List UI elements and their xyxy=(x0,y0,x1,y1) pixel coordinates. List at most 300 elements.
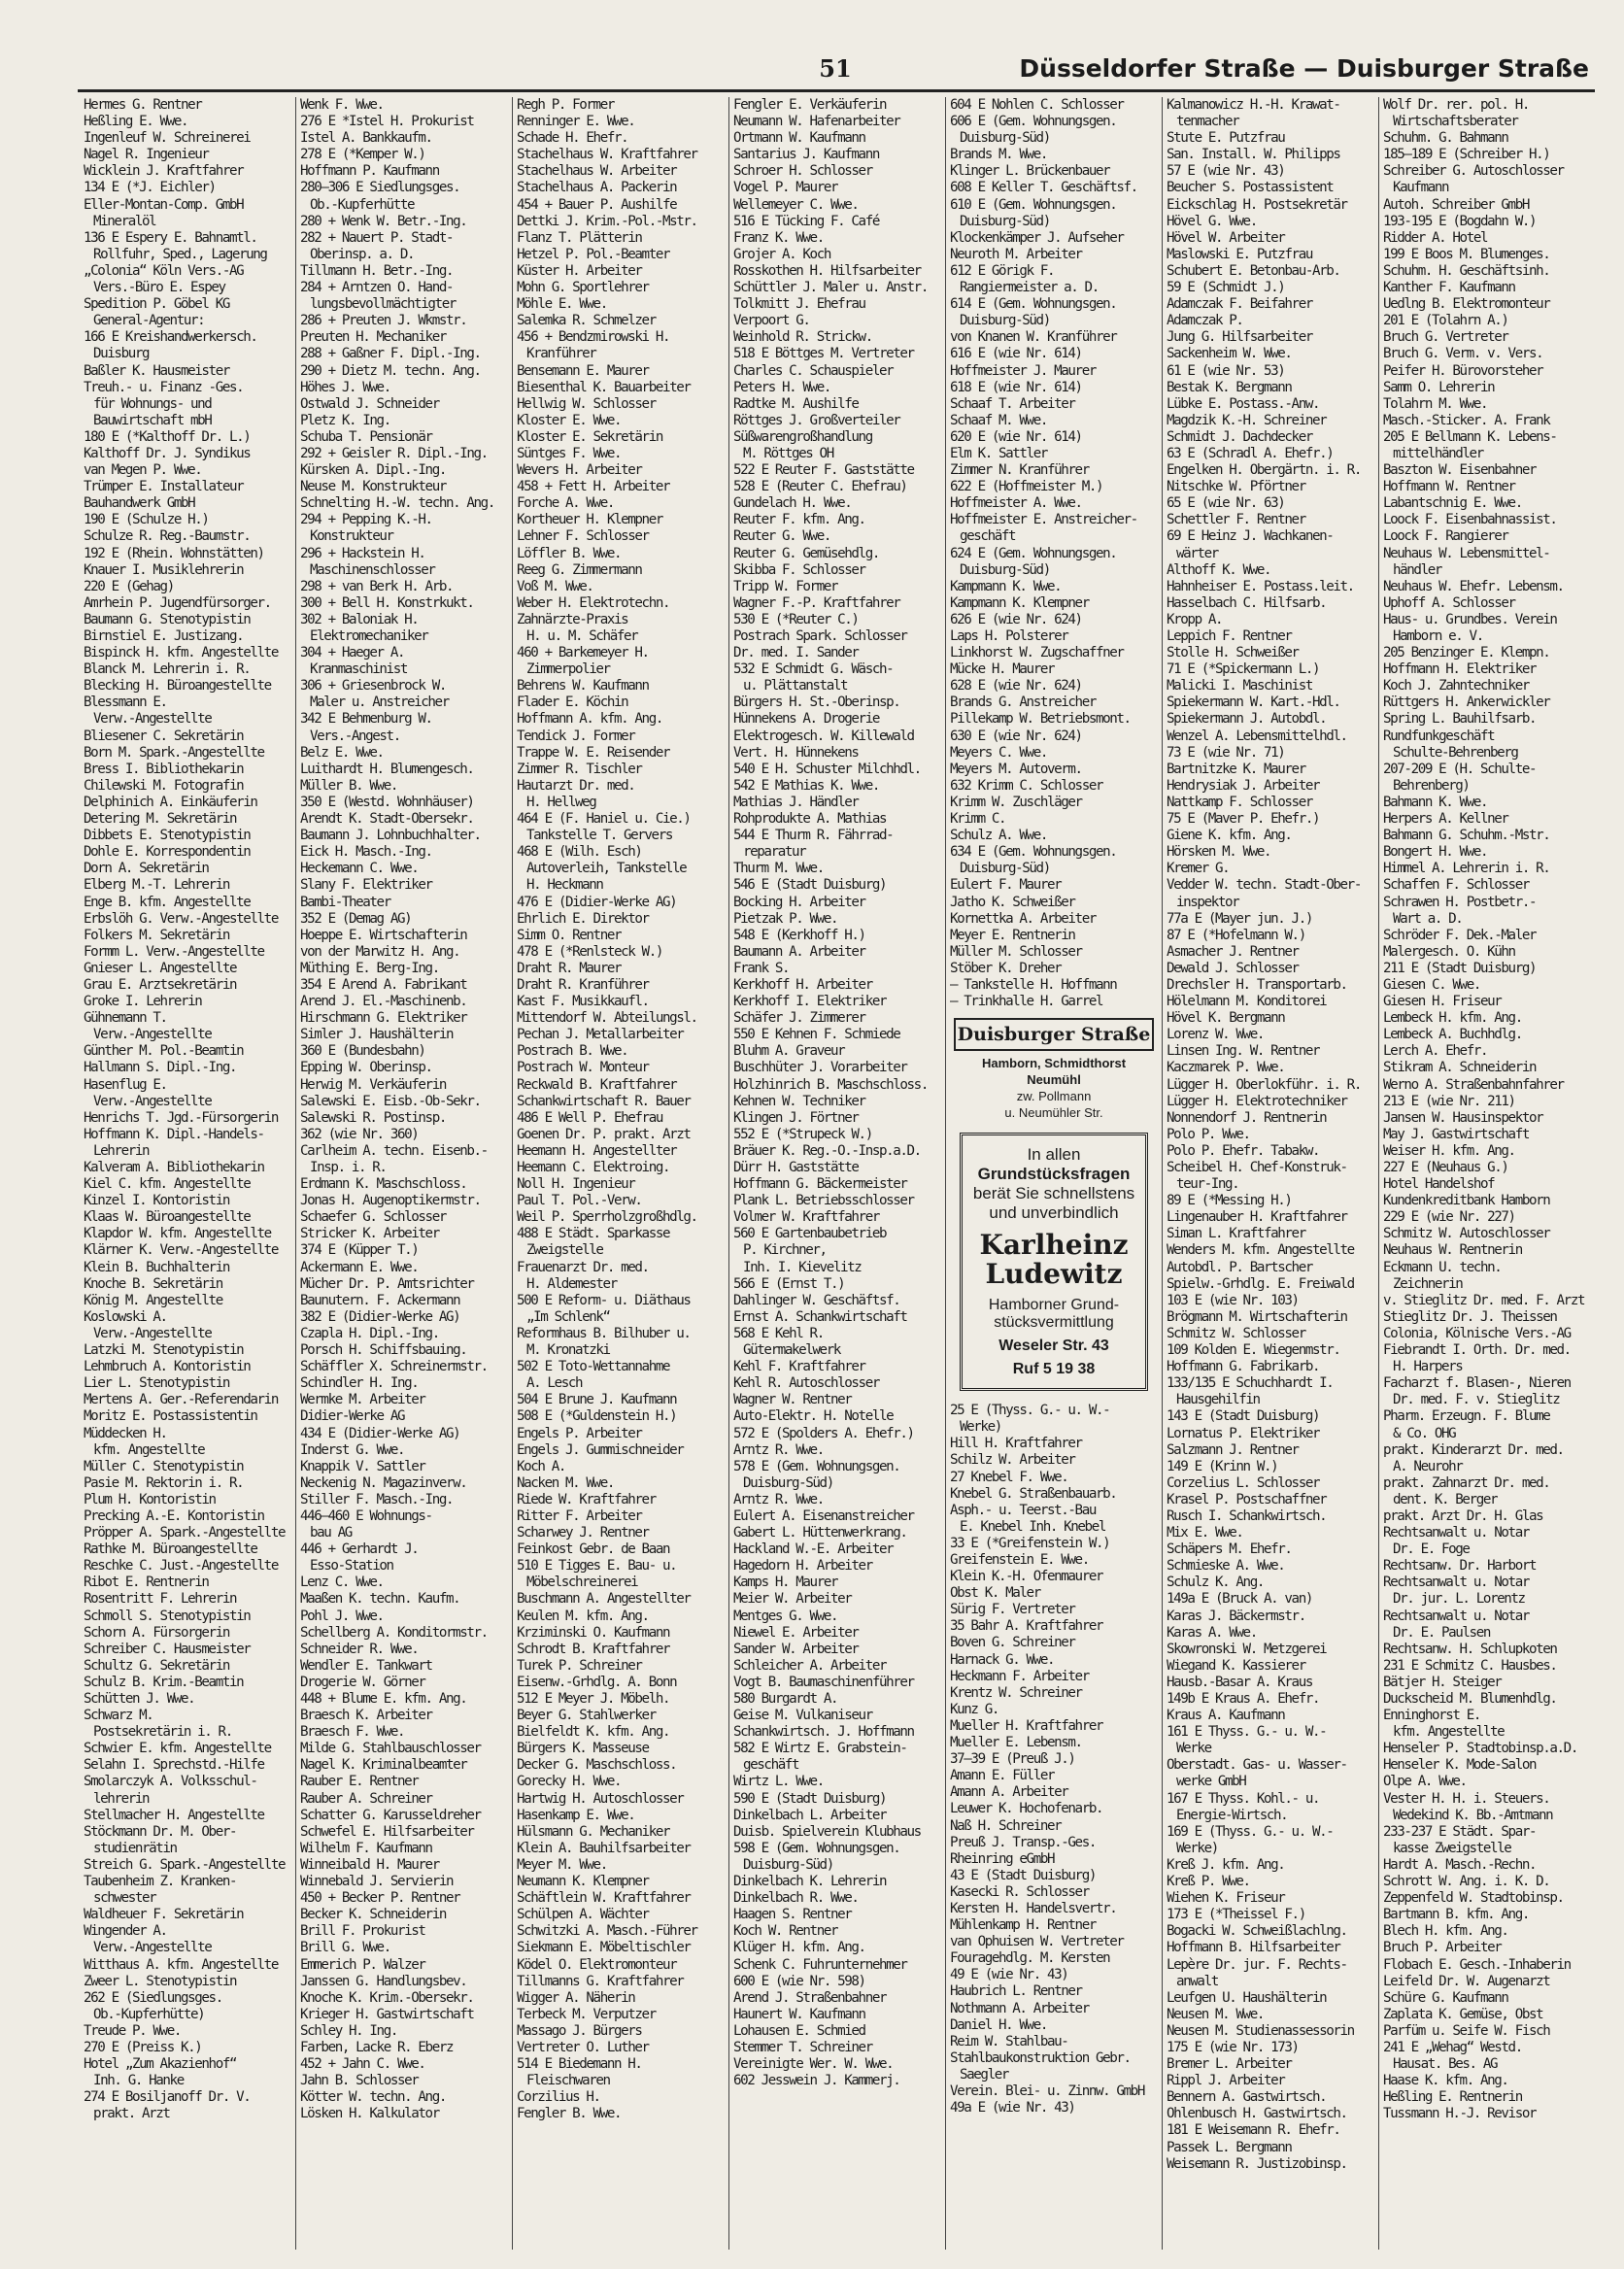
directory-entry: Carlheim A. techn. Eisenb.- xyxy=(300,1142,488,1159)
directory-entry: Hasenkamp E. Wwe. xyxy=(517,1807,635,1823)
directory-entry: Schulze R. Reg.-Baumstr. xyxy=(84,528,251,545)
directory-entry: Weisemann R. Justizobinsp. xyxy=(1167,2155,1347,2172)
directory-entry: Haus- u. Grundbes. Verein xyxy=(1383,611,1557,627)
directory-entry: 542 E Mathias K. Wwe. xyxy=(733,777,879,794)
directory-entry: Hasselbach C. Hilfsarb. xyxy=(1167,594,1327,611)
directory-entry: Franz K. Wwe. xyxy=(733,229,824,246)
directory-entry: prakt. Zahnarzt Dr. med. xyxy=(1383,1474,1550,1491)
directory-entry: Slany F. Elektriker xyxy=(300,877,432,894)
directory-entry: Meyer M. Wwe. xyxy=(517,1856,607,1873)
directory-entry: 75 E (Maver P. Ehefr.) xyxy=(1167,811,1320,828)
directory-entry: Bürgers H. St.-Oberinsp. xyxy=(733,694,900,711)
directory-entry: Kreß P. Wwe. xyxy=(1167,1874,1250,1890)
directory-entry: Baßler K. Hausmeister xyxy=(84,362,229,379)
directory-entry: Schellberg A. Konditormstr. xyxy=(300,1624,488,1641)
directory-entry: 161 E Thyss. G.- u. W.- xyxy=(1167,1724,1327,1741)
directory-entry: Verw.-Angestellte xyxy=(93,1093,212,1109)
directory-entry: 304 + Haeger A. xyxy=(300,645,405,661)
directory-entry: Jansen W. Hausinspektor xyxy=(1383,1109,1543,1126)
directory-entry: Laps H. Polsterer xyxy=(950,628,1068,644)
directory-entry: Enninghorst E. xyxy=(1383,1708,1480,1724)
directory-entry: Vogt B. Baumaschinenführer xyxy=(733,1674,914,1690)
directory-entry: Vereinigte Wer. W. Wwe. xyxy=(733,2056,894,2073)
directory-entry: 262 E (Siedlungsges. xyxy=(84,1989,222,2006)
directory-entry: Wilhelm F. Kaufmann xyxy=(300,1840,432,1856)
directory-entry: Schorn A. Fürsorgerin xyxy=(84,1624,229,1641)
directory-entry: Stolle H. Schweißer xyxy=(1167,645,1299,661)
directory-entry: Duisb. Spielverein Klubhaus xyxy=(733,1823,921,1840)
directory-entry: Salemka R. Schmelzer xyxy=(517,313,656,329)
directory-entry: Kehnen W. Techniker xyxy=(733,1093,865,1109)
directory-entry: wärter xyxy=(1176,545,1218,561)
directory-entry: Stachelhaus W. Arbeiter xyxy=(517,163,677,180)
directory-entry: Schulte-Behrenberg xyxy=(1393,744,1518,761)
directory-entry: Noll H. Ingenieur xyxy=(517,1176,635,1193)
directory-entry: Saegler xyxy=(960,2066,1008,2083)
directory-entry: Giene K. kfm. Ang. xyxy=(1167,828,1292,844)
directory-entry: Spiekermann W. Kart.-Hdl. xyxy=(1167,694,1340,711)
directory-entry: 49a E (wie Nr. 43) xyxy=(950,2100,1075,2117)
directory-entry: Bauhandwerk GmbH xyxy=(84,495,195,512)
directory-entry: Tillmann H. Betr.-Ing. xyxy=(300,262,454,279)
directory-entry: Preuß J. Transp.-Ges. xyxy=(950,1834,1096,1850)
directory-entry: 211 E (Stadt Duisburg) xyxy=(1383,960,1537,976)
directory-entry: Salzmann J. Rentner xyxy=(1167,1441,1299,1458)
directory-entry: 290 + Dietz M. techn. Ang. xyxy=(300,362,481,379)
directory-entry: für Wohnungs- und xyxy=(93,395,212,412)
directory-entry: 382 E (Didier-Werke AG) xyxy=(300,1308,460,1325)
directory-entry: Jahn B. Schlosser xyxy=(300,2073,419,2089)
directory-entry: 169 E (Thyss. G.- u. W.- xyxy=(1167,1823,1334,1840)
directory-entry: Amann E. Füller xyxy=(950,1768,1055,1784)
directory-entry: 190 E (Schulze H.) xyxy=(84,512,209,528)
directory-entry: Hausb.-Basar A. Kraus xyxy=(1167,1674,1312,1690)
directory-entry: 488 E Städt. Sparkasse xyxy=(517,1226,670,1242)
directory-entry: Bielfeldt K. kfm. Ang. xyxy=(517,1724,670,1741)
directory-entry: Delphinich A. Einkäuferin xyxy=(84,794,257,810)
directory-entry: Kaufmann xyxy=(1393,180,1449,196)
directory-entry: Neuse M. Konstrukteur xyxy=(300,479,446,495)
directory-entry: Duisburg-Süd) xyxy=(960,130,1050,147)
directory-entry: Schmidt J. Dachdecker xyxy=(1167,428,1312,445)
directory-entry: Zimmerpolier xyxy=(526,661,610,678)
directory-entry: Goenen Dr. P. prakt. Arzt xyxy=(517,1126,691,1142)
directory-entry: 522 E Reuter F. Gaststätte xyxy=(733,462,914,479)
directory-entry: Knoche K. Krim.-Obersekr. xyxy=(300,1989,474,2006)
directory-entry: 205 Benzinger E. Klempn. xyxy=(1383,645,1550,661)
directory-entry: Paul T. Pol.-Verw. xyxy=(517,1193,642,1209)
directory-entry: Rechtsanw. Dr. Harbort xyxy=(1383,1558,1537,1575)
directory-entry: Hövel G. Wwe. xyxy=(1167,213,1257,229)
directory-entry: Lepère Dr. jur. F. Rechts- xyxy=(1167,1956,1347,1973)
directory-entry: 374 E (Küpper T.) xyxy=(300,1242,419,1259)
directory-entry: Moritz E. Postassistentin xyxy=(84,1408,257,1425)
directory-entry: 448 + Blume E. kfm. Ang. xyxy=(300,1691,467,1707)
directory-entry: Riede W. Kraftfahrer xyxy=(517,1491,656,1507)
directory-entry: Hölelmann M. Konditorei xyxy=(1167,994,1327,1010)
directory-entry: 580 Burgardt A. xyxy=(733,1691,838,1707)
directory-entry: Corzilius H. xyxy=(517,2089,600,2106)
directory-entry: Braesch F. Wwe. xyxy=(300,1724,405,1741)
directory-entry: General-Agentur: xyxy=(93,313,205,329)
directory-entry: Uedlng B. Elektromonteur xyxy=(1383,296,1550,313)
directory-entry: Obst K. Maler xyxy=(950,1585,1040,1602)
directory-entry: Drogerie W. Görner xyxy=(300,1674,425,1690)
directory-entry: von Knanen W. Kranführer xyxy=(950,329,1117,346)
directory-entry: van Ophuisen W. Vertreter xyxy=(950,1934,1124,1950)
directory-entry: kfm. Angestellte xyxy=(1393,1724,1505,1741)
directory-entry: Hagedorn H. Arbeiter xyxy=(733,1558,872,1575)
directory-entry: lungsbevollmächtigter xyxy=(310,296,456,313)
directory-entry: Jung G. Hilfsarbeiter xyxy=(1167,329,1312,346)
directory-entry: Wagner W. Rentner xyxy=(733,1392,852,1408)
directory-entry: Reschke C. Just.-Angestellte xyxy=(84,1558,278,1575)
directory-entry: Duisburg-Süd) xyxy=(743,1856,833,1873)
directory-entry: Klein K.-H. Ofenmaurer xyxy=(950,1569,1103,1585)
directory-entry: Schulz A. Wwe. xyxy=(950,828,1047,844)
directory-entry: 504 E Brune J. Kaufmann xyxy=(517,1392,677,1408)
directory-entry: Draht R. Kranführer xyxy=(517,976,649,993)
section-heading-duisburger-strasse: Duisburger Straße xyxy=(954,1018,1154,1051)
directory-entry: Kehl R. Autoschlosser xyxy=(733,1375,879,1392)
directory-entry: Postrach B. Wwe. xyxy=(517,1043,628,1060)
directory-entry: 302 + Baloniak H. xyxy=(300,611,419,627)
directory-entry: Kamps H. Maurer xyxy=(733,1575,838,1591)
directory-entry: 213 E (wie Nr. 211) xyxy=(1383,1093,1515,1109)
directory-entry: Hartwig H. Autoschlosser xyxy=(517,1790,684,1807)
directory-entry: 634 E (Gem. Wohnungsgen. xyxy=(950,844,1117,861)
directory-entry: Blecking H. Büroangestellte xyxy=(84,678,271,694)
directory-entry: Winneibald H. Maurer xyxy=(300,1856,439,1873)
ad-name-last: Ludewitz xyxy=(985,1258,1123,1291)
directory-entry: Kornettka A. Arbeiter xyxy=(950,910,1096,927)
section-subheading: Neumühl xyxy=(1027,1072,1081,1088)
directory-entry: Kiel C. kfm. Angestellte xyxy=(84,1176,251,1193)
directory-entry: Santarius J. Kaufmann xyxy=(733,147,879,163)
directory-entry: 454 + Bauer P. Aushilfe xyxy=(517,196,677,213)
directory-entry: 600 E (wie Nr. 598) xyxy=(733,1973,865,1989)
directory-entry: Frank S. xyxy=(733,960,790,976)
directory-entry: Lösken H. Kalkulator xyxy=(300,2106,439,2122)
directory-entry: Flobach E. Gesch.-Inhaberin xyxy=(1383,1956,1571,1973)
directory-entry: Wermke M. Arbeiter xyxy=(300,1392,425,1408)
directory-entry: prakt. Kinderarzt Dr. med. xyxy=(1383,1441,1564,1458)
directory-entry: Rohprodukte A. Mathias xyxy=(733,811,887,828)
directory-entry: Kloster E. Sekretärin xyxy=(517,428,662,445)
directory-entry: Mücke H. Maurer xyxy=(950,661,1055,678)
directory-entry: Bartmann B. kfm. Ang. xyxy=(1383,1907,1529,1923)
directory-entry: 512 E Meyer J. Möbelh. xyxy=(517,1691,670,1707)
directory-entry: Müthing E. Berg-Ing. xyxy=(300,960,439,976)
directory-entry: Ernst A. Schankwirtschaft xyxy=(733,1308,907,1325)
directory-entry: Rechtsanwalt u. Notar xyxy=(1383,1575,1529,1591)
directory-entry: 298 + van Berk H. Arb. xyxy=(300,578,454,594)
directory-entry: Arend J. Straßenbahner xyxy=(733,1989,887,2006)
directory-entry: 207-209 E (H. Schulte- xyxy=(1383,761,1537,777)
directory-entry: Peters H. Wwe. xyxy=(733,379,830,395)
directory-entry: Rosskothen H. Hilfsarbeiter xyxy=(733,262,921,279)
directory-entry: 276 E *Istel H. Prokurist xyxy=(300,114,474,130)
directory-entry: Frauenarzt Dr. med. xyxy=(517,1259,649,1275)
directory-entry: Hasenflug E. xyxy=(84,1076,167,1093)
directory-entry: 57 E (wie Nr. 43) xyxy=(1167,163,1285,180)
directory-entry: Rechtsanwalt u. Notar xyxy=(1383,1525,1529,1541)
directory-entry: Nagel K. Kriminalbeamter xyxy=(300,1757,467,1774)
directory-entry: 63 E (Schradl A. Ehefr.) xyxy=(1167,445,1334,461)
directory-entry: Koch A. xyxy=(517,1458,565,1474)
directory-entry: 502 E Toto-Wettannahme xyxy=(517,1359,670,1375)
directory-entry: Hoffmann G. Bäckermeister xyxy=(733,1176,907,1193)
directory-entry: Maslowski E. Putzfrau xyxy=(1167,246,1312,262)
directory-entry: Hoffmann G. Fabrikarb. xyxy=(1167,1359,1320,1375)
directory-entry: Schley H. Ing. xyxy=(300,2022,397,2039)
directory-entry: Zimmer R. Tischler xyxy=(517,761,642,777)
directory-entry: Zweer L. Stenotypistin xyxy=(84,1973,237,1989)
directory-entry: Corzelius L. Schlosser xyxy=(1167,1474,1320,1491)
directory-entry: Eulert F. Maurer xyxy=(950,877,1062,894)
column-3 xyxy=(512,97,728,2250)
directory-entry: Beyer G. Stahlwerker xyxy=(517,1708,656,1724)
directory-entry: Pletz K. Ing. xyxy=(300,412,390,428)
directory-entry: Malergesch. O. Kühn xyxy=(1383,943,1515,960)
directory-entry: Plum H. Kontoristin xyxy=(84,1491,216,1507)
directory-entry: Vedder W. techn. Stadt-Ober- xyxy=(1167,877,1361,894)
directory-entry: Baumann J. Lohnbuchhalter. xyxy=(300,828,481,844)
directory-entry: Rheinring eGmbH xyxy=(950,1850,1055,1867)
directory-entry: Krentz W. Schreiner xyxy=(950,1684,1082,1701)
directory-entry: Gundelach H. Wwe. xyxy=(733,495,852,512)
directory-entry: Trümper E. Installateur xyxy=(84,479,244,495)
directory-entry: Belz E. Wwe. xyxy=(300,744,384,761)
directory-entry: König M. Angestellte xyxy=(84,1292,222,1308)
directory-entry: Precking A.-E. Kontoristin xyxy=(84,1507,264,1524)
directory-entry: 294 + Pepping K.-H. xyxy=(300,512,432,528)
directory-entry: Thurm M. Wwe. xyxy=(733,861,824,877)
directory-entry: Himmel A. Lehrerin i. R. xyxy=(1383,861,1550,877)
directory-entry: Hünnekens A. Drogerie xyxy=(733,711,879,728)
directory-entry: Schneider R. Wwe. xyxy=(300,1641,419,1657)
directory-entry: Hamborn e. V. xyxy=(1393,628,1483,644)
directory-entry: 227 E (Neuhaus G.) xyxy=(1383,1160,1508,1175)
directory-entry: Schmoll S. Stenotypistin xyxy=(84,1608,251,1624)
directory-entry: Dr. med. I. Sander xyxy=(733,645,859,661)
directory-entry: Schenk C. Fuhrunternehmer xyxy=(733,1956,907,1973)
directory-entry: Wendler E. Tankwart xyxy=(300,1657,432,1674)
directory-entry: Autoverleih, Tankstelle xyxy=(526,861,687,877)
directory-entry: Bogacki W. Schweißlachlng. xyxy=(1167,1923,1347,1940)
directory-entry: Dr. jur. L. Lorentz xyxy=(1393,1591,1525,1608)
directory-entry: Müller B. Wwe. xyxy=(300,777,397,794)
directory-entry: 286 + Preuten J. Wkmstr. xyxy=(300,313,467,329)
directory-entry: Ribot E. Rentnerin xyxy=(84,1575,209,1591)
directory-entry: Bensemann E. Maurer xyxy=(517,362,649,379)
directory-entry: geschäft xyxy=(743,1757,799,1774)
directory-entry: Wicklein J. Kraftfahrer xyxy=(84,163,244,180)
directory-entry: 602 Jesswein J. Kammerj. xyxy=(733,2073,900,2089)
directory-entry: Turek P. Schreiner xyxy=(517,1657,642,1674)
directory-entry: Massago J. Bürgers xyxy=(517,2022,642,2039)
directory-entry: Schwier E. kfm. Angestellte xyxy=(84,1741,271,1757)
directory-entry: Krasel P. Postschaffner xyxy=(1167,1491,1327,1507)
directory-entry: Schulz K. Ang. xyxy=(1167,1575,1264,1591)
directory-entry: Dahlinger W. Geschäftsf. xyxy=(733,1292,900,1308)
directory-entry: Haase K. kfm. Ang. xyxy=(1383,2073,1508,2089)
directory-entry: Enge B. kfm. Angestellte xyxy=(84,894,251,910)
directory-entry: Oberstadt. Gas- u. Wasser- xyxy=(1167,1757,1347,1774)
directory-entry: 350 E (Westd. Wohnhäuser) xyxy=(300,794,474,810)
directory-entry: Müller M. Schlosser xyxy=(950,943,1082,960)
directory-entry: 362 (wie Nr. 360) xyxy=(300,1126,419,1142)
directory-entry: 35 Bahr A. Kraftfahrer xyxy=(950,1618,1103,1635)
directory-entry: Hoffmann B. Hilfsarbeiter xyxy=(1167,1940,1340,1956)
directory-entry: Nothmann A. Arbeiter xyxy=(950,2000,1089,2016)
directory-entry: 87 E (*Hofelmann W.) xyxy=(1167,927,1305,943)
directory-entry: M. Röttges OH xyxy=(743,445,833,461)
directory-entry: 166 E Kreishandwerkersch. xyxy=(84,329,257,346)
directory-entry: Tripp W. Former xyxy=(733,578,838,594)
directory-entry: Koslowski A. xyxy=(84,1308,167,1325)
directory-entry: Schülpen A. Wächter xyxy=(517,1907,649,1923)
directory-entry: Jatho K. Schweißer xyxy=(950,894,1075,910)
directory-entry: Schmitz W. Schlosser xyxy=(1167,1325,1305,1341)
directory-entry: Hoffmeister A. Wwe. xyxy=(950,495,1082,512)
directory-entry: Simm O. Rentner xyxy=(517,927,622,943)
directory-entry: Wart a. D. xyxy=(1393,910,1463,927)
directory-entry: 71 E (*Spickermann L.) xyxy=(1167,661,1320,678)
directory-entry: Karas A. Wwe. xyxy=(1167,1624,1257,1641)
directory-entry: Wingender A. xyxy=(84,1923,167,1940)
directory-entry: Linkhorst W. Zugschaffner xyxy=(950,645,1124,661)
directory-entry: 528 E (Reuter C. Ehefrau) xyxy=(733,479,907,495)
directory-entry: P. Kirchner, xyxy=(743,1242,827,1259)
directory-entry: Grojer A. Koch xyxy=(733,246,830,262)
directory-entry: E. Knebel Inh. Knebel xyxy=(960,1518,1105,1535)
directory-entry: Spedition P. Göbel KG xyxy=(84,296,229,313)
directory-entry: Vers.-Büro E. Espey xyxy=(93,280,225,296)
directory-entry: Postrach Spark. Schlosser xyxy=(733,628,907,644)
directory-entry: Baumann A. Arbeiter xyxy=(733,943,865,960)
directory-entry: bau AG xyxy=(310,1525,352,1541)
column-5-top xyxy=(950,97,1158,1010)
directory-entry: 354 E Arend A. Fabrikant xyxy=(300,976,467,993)
directory-entry: 630 E (wie Nr. 624) xyxy=(950,728,1082,744)
directory-entry: Schwarz M. xyxy=(84,1708,153,1724)
directory-entry: 486 E Well P. Ehefrau xyxy=(517,1109,662,1126)
directory-entry: Colonia, Kölnische Vers.-AG xyxy=(1383,1325,1571,1341)
directory-entry: Schütten J. Wwe. xyxy=(84,1691,195,1707)
directory-entry: Geise M. Vulkaniseur xyxy=(733,1708,872,1724)
directory-entry: Parfüm u. Seife W. Fisch xyxy=(1383,2022,1550,2039)
directory-entry: Lehmbruch A. Kontoristin xyxy=(84,1359,251,1375)
directory-entry: Bluhm A. Graveur xyxy=(733,1043,845,1060)
directory-entry: Wiegand K. Kassierer xyxy=(1167,1657,1305,1674)
directory-entry: Hotel „Zum Akazienhof“ xyxy=(84,2056,237,2073)
directory-entry: Schrodt B. Kraftfahrer xyxy=(517,1641,670,1657)
directory-entry: von der Marwitz H. Ang. xyxy=(300,943,460,960)
directory-entry: Bräuer K. Reg.-O.-Insp.a.D. xyxy=(733,1142,921,1159)
directory-entry: Schröder F. Dek.-Maler xyxy=(1383,927,1537,943)
directory-entry: Kremer G. xyxy=(1167,861,1230,877)
directory-entry: Loock F. Eisenbahnassist. xyxy=(1383,512,1557,528)
directory-entry: 175 E (wie Nr. 173) xyxy=(1167,2039,1299,2055)
directory-entry: Möbelschreinerei xyxy=(526,1575,638,1591)
directory-entry: Scharwey J. Rentner xyxy=(517,1525,649,1541)
directory-entry: Hörsken M. Wwe. xyxy=(1167,844,1271,861)
directory-entry: Asmacher J. Rentner xyxy=(1167,943,1299,960)
directory-entry: Plank L. Betriebsschlosser xyxy=(733,1193,914,1209)
directory-entry: Schankwirtschaft R. Bauer xyxy=(517,1093,691,1109)
directory-entry: Preuten H. Mechaniker xyxy=(300,329,446,346)
directory-entry: Inh. I. Kievelitz xyxy=(743,1259,862,1275)
directory-entry: Keulen M. kfm. Ang. xyxy=(517,1608,649,1624)
directory-entry: Hoffmann H. Elektriker xyxy=(1383,661,1537,678)
directory-entry: 300 + Bell H. Konstrkukt. xyxy=(300,594,474,611)
directory-entry: May J. Gastwirtschaft xyxy=(1383,1126,1529,1142)
directory-entry: Kerkhoff H. Arbeiter xyxy=(733,976,872,993)
directory-entry: 49 E (wie Nr. 43) xyxy=(950,1967,1068,1983)
directory-entry: Treude P. Wwe. xyxy=(84,2022,181,2039)
directory-entry: Eick H. Masch.-Ing. xyxy=(300,844,432,861)
directory-entry: Lügger H. Oberlokführ. i. R. xyxy=(1167,1076,1361,1093)
section-subheading: zw. Pollmann xyxy=(1016,1089,1092,1104)
directory-entry: 149a E (Bruck A. van) xyxy=(1167,1591,1312,1608)
directory-entry: 292 + Geisler R. Dipl.-Ing. xyxy=(300,445,488,461)
directory-entry: Leppich F. Rentner xyxy=(1167,628,1292,644)
directory-entry: Brögmann M. Wirtschafterin xyxy=(1167,1308,1347,1325)
directory-entry: Klein B. Buchhalterin xyxy=(84,1259,229,1275)
directory-entry: Lingenauber H. Kraftfahrer xyxy=(1167,1209,1347,1226)
directory-entry: Blech H. kfm. Ang. xyxy=(1383,1923,1508,1940)
directory-entry: Klapdor W. kfm. Angestellte xyxy=(84,1226,271,1242)
directory-entry: Braesch K. Arbeiter xyxy=(300,1708,432,1724)
directory-entry: 136 E Espery E. Bahnamtl. xyxy=(84,229,257,246)
directory-entry: Dr. E. Foge xyxy=(1393,1541,1470,1558)
directory-entry: Schubert E. Betonbau-Arb. xyxy=(1167,262,1340,279)
directory-entry: kfm. Angestellte xyxy=(93,1441,205,1458)
directory-entry: Stachelhaus W. Kraftfahrer xyxy=(517,147,697,163)
directory-entry: 69 E Heinz J. Wachkanen- xyxy=(1167,528,1334,545)
ad-address: Weseler Str. 43 xyxy=(998,1338,1109,1355)
directory-entry: Mücher Dr. P. Amtsrichter xyxy=(300,1275,474,1292)
directory-entry: reparatur xyxy=(743,844,806,861)
directory-entry: Simler J. Haushälterin xyxy=(300,1027,454,1043)
directory-entry: 37—39 E (Preuß J.) xyxy=(950,1751,1075,1768)
directory-entry: 233-237 E Städt. Spar- xyxy=(1383,1823,1537,1840)
column-2 xyxy=(295,97,512,2250)
directory-entry: Stieglitz Dr. J. Theissen xyxy=(1383,1308,1557,1325)
directory-entry: Farben, Lacke R. Eberz xyxy=(300,2039,454,2055)
ad-name xyxy=(968,1231,1139,1289)
directory-entry: Dohle E. Korrespondentin xyxy=(84,844,251,861)
directory-entry: Salewski E. Eisb.-Ob-Sekr. xyxy=(300,1093,481,1109)
directory-entry: Hahnheiser E. Postass.leit. xyxy=(1167,578,1354,594)
directory-entry: Henseler P. Stadtobinsp.a.D. xyxy=(1383,1741,1577,1757)
directory-entry: Klockenkämper J. Aufseher xyxy=(950,229,1124,246)
directory-entry: Lehrerin xyxy=(93,1142,150,1159)
directory-entry: Kundenkreditbank Hamborn xyxy=(1383,1193,1550,1209)
directory-entry: Skibba F. Schlosser xyxy=(733,561,865,578)
directory-entry: Schaefer G. Schlosser xyxy=(300,1209,446,1226)
directory-entry: Trappe W. E. Reisender xyxy=(517,744,670,761)
directory-entry: Heckmann F. Arbeiter xyxy=(950,1668,1089,1684)
directory-entry: tenmacher xyxy=(1176,114,1239,130)
directory-entry: Luithardt H. Blumengesch. xyxy=(300,761,474,777)
directory-entry: 296 + Hackstein H. xyxy=(300,545,425,561)
directory-entry: Selahn I. Sprechstd.-Hilfe xyxy=(84,1757,264,1774)
directory-entry: Schankwirtsch. J. Hoffmann xyxy=(733,1724,914,1741)
directory-entry: Hövel K. Bergmann xyxy=(1167,1010,1285,1027)
directory-entry: Karas J. Bäckermstr. xyxy=(1167,1608,1305,1624)
